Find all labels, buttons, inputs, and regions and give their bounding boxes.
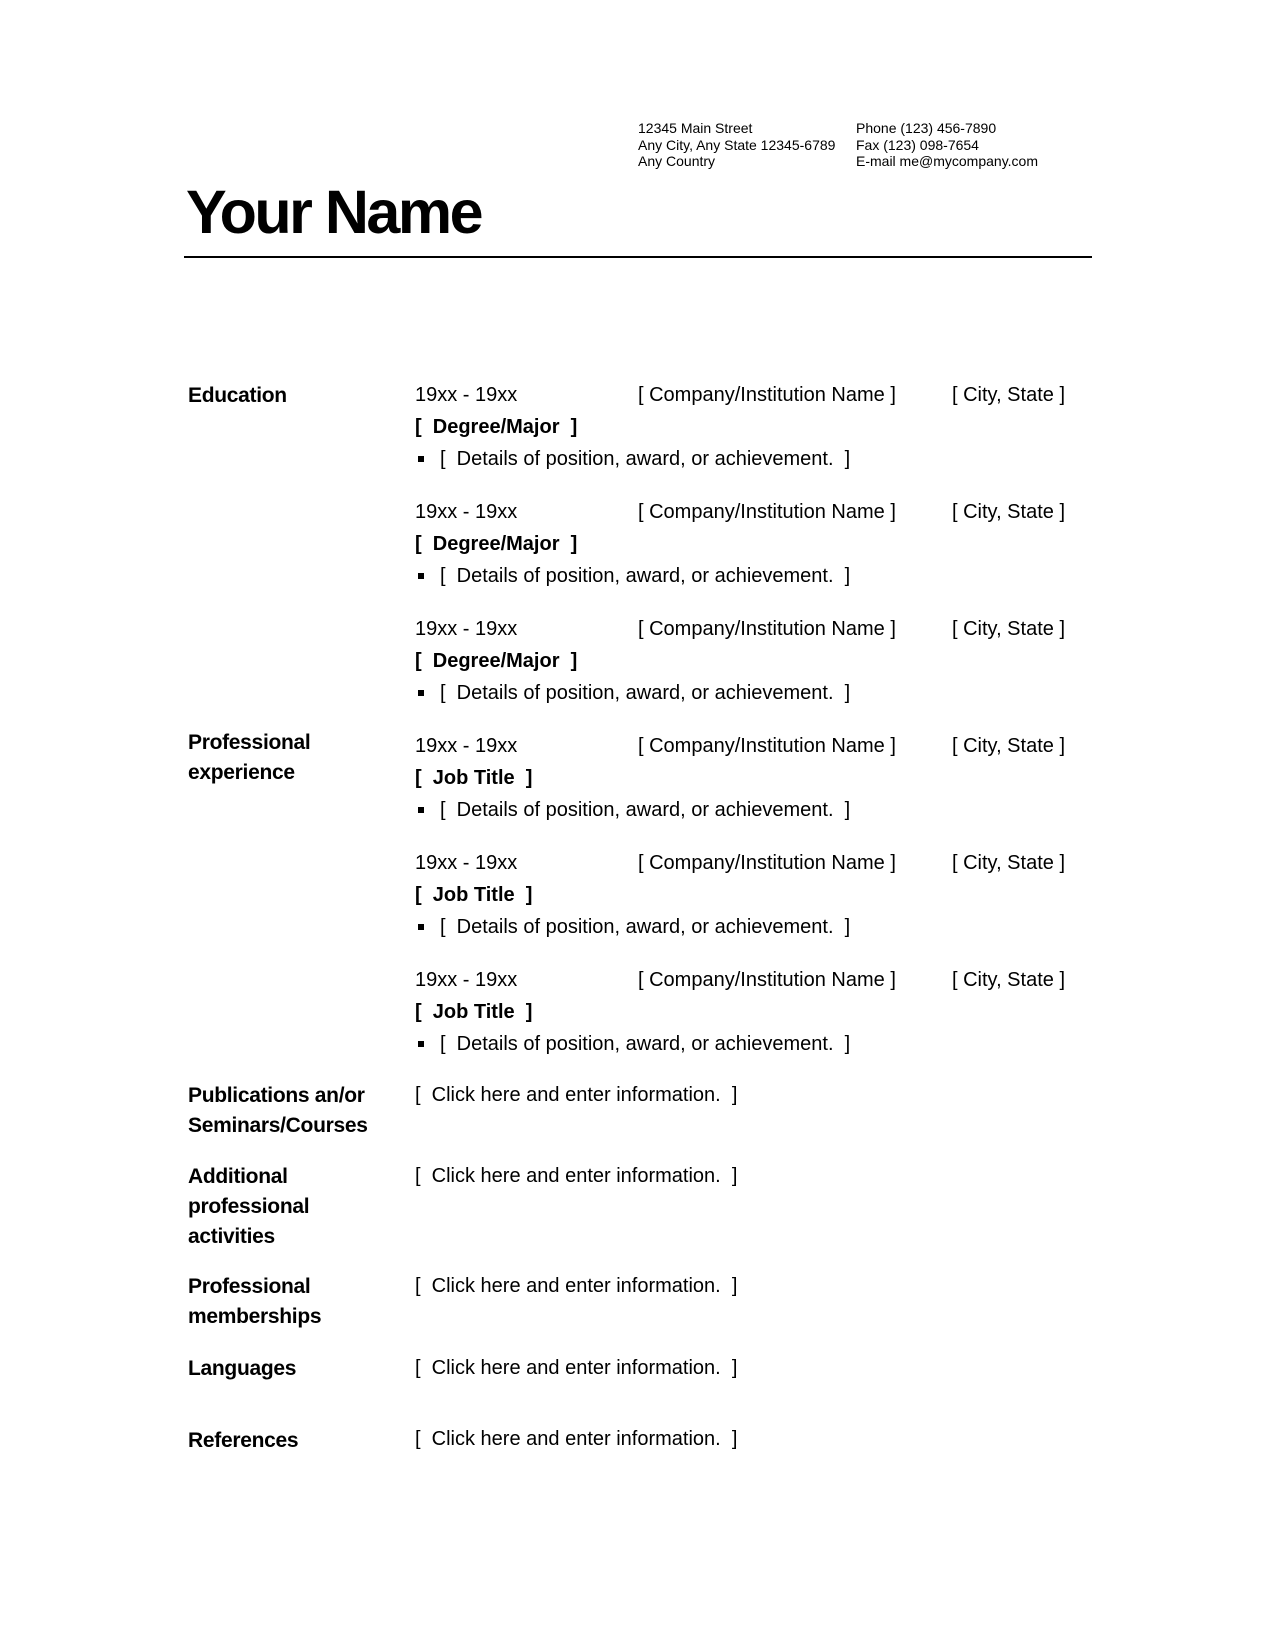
entry-header-row: [415, 730, 1095, 762]
entry-dates[interactable]: 19xx - 19xx: [415, 501, 518, 523]
entry-job-title[interactable]: [ Job Title ]: [415, 767, 533, 789]
section-label-text: Professional: [188, 1275, 311, 1298]
entry-header-row: [415, 613, 1095, 645]
entry-city[interactable]: [ City, State ]: [952, 969, 1065, 991]
entry-detail-item: [415, 1028, 1095, 1060]
bullet-icon: [418, 573, 424, 579]
bullet-icon: [418, 690, 424, 696]
section-label-text: activities: [188, 1225, 275, 1248]
section-label-text: Education: [188, 384, 287, 407]
entry-job-title[interactable]: [ Job Title ]: [415, 1001, 533, 1023]
section-label-experience: [188, 728, 393, 788]
entry-detail-item: [415, 794, 1095, 826]
entry-detail-item: [415, 677, 1095, 709]
memberships-info-field[interactable]: [ Click here and enter information. ]: [415, 1275, 738, 1297]
entry-city[interactable]: [ City, State ]: [952, 735, 1065, 757]
entry-company[interactable]: [ Company/Institution Name ]: [638, 384, 896, 406]
entry-dates[interactable]: 19xx - 19xx: [415, 969, 518, 991]
entry-header-row: [415, 379, 1095, 411]
address-line: Any Country: [638, 153, 716, 169]
email-text: E-mail me@mycompany.com: [856, 153, 1038, 169]
entry-city[interactable]: [ City, State ]: [952, 501, 1065, 523]
entry-company[interactable]: [ Company/Institution Name ]: [638, 501, 896, 523]
entry-dates[interactable]: 19xx - 19xx: [415, 852, 518, 874]
bullet-icon: [418, 807, 424, 813]
entry-detail-item: [415, 911, 1095, 943]
entry-dates[interactable]: 19xx - 19xx: [415, 735, 518, 757]
publications-info-field[interactable]: [ Click here and enter information. ]: [415, 1084, 738, 1106]
fax-text: Fax (123) 098-7654: [856, 136, 979, 153]
section-label-publications: [188, 1081, 393, 1141]
entry-detail-item: [415, 560, 1095, 592]
education-entry: [415, 496, 1095, 592]
section-label-text: memberships: [188, 1305, 322, 1328]
section-label-activities: [188, 1162, 393, 1252]
experience-entry: [415, 847, 1095, 943]
entry-detail-text[interactable]: [ Details of position, award, or achievement. ]: [440, 682, 851, 704]
entry-detail-text[interactable]: [ Details of position, award, or achievement. ]: [440, 565, 851, 587]
entry-city[interactable]: [ City, State ]: [952, 618, 1065, 640]
entry-dates[interactable]: 19xx - 19xx: [415, 384, 518, 406]
section-label-text: experience: [188, 761, 295, 784]
section-label-text: Publications an/or: [188, 1084, 365, 1107]
bullet-icon: [418, 1041, 424, 1047]
section-label-text: professional: [188, 1195, 310, 1218]
section-label-memberships: [188, 1272, 393, 1332]
experience-entry: [415, 730, 1095, 826]
section-label-text: References: [188, 1429, 299, 1452]
entry-degree[interactable]: [ Degree/Major ]: [415, 533, 578, 555]
references-info-field[interactable]: [ Click here and enter information. ]: [415, 1428, 738, 1450]
experience-entry: [415, 964, 1095, 1060]
entry-detail-text[interactable]: [ Details of position, award, or achievement. ]: [440, 916, 851, 938]
section-label-references: [188, 1426, 393, 1456]
bullet-icon: [418, 456, 424, 462]
entry-company[interactable]: [ Company/Institution Name ]: [638, 969, 896, 991]
activities-info-field[interactable]: [ Click here and enter information. ]: [415, 1165, 738, 1187]
entry-degree[interactable]: [ Degree/Major ]: [415, 650, 578, 672]
address-line: Any City, Any State 12345-6789: [638, 136, 836, 153]
entry-degree[interactable]: [ Degree/Major ]: [415, 416, 578, 438]
entry-detail-item: [415, 443, 1095, 475]
section-label-text: Seminars/Courses: [188, 1114, 368, 1137]
section-label-text: Professional: [188, 731, 311, 754]
entry-header-row: [415, 496, 1095, 528]
section-label-text: Languages: [188, 1357, 297, 1380]
section-label-education: [188, 381, 393, 411]
entry-job-title[interactable]: [ Job Title ]: [415, 884, 533, 906]
education-entry: [415, 379, 1095, 475]
entry-company[interactable]: [ Company/Institution Name ]: [638, 852, 896, 874]
entry-dates[interactable]: 19xx - 19xx: [415, 618, 518, 640]
entry-header-row: [415, 847, 1095, 879]
section-label-text: Additional: [188, 1165, 288, 1188]
entry-detail-text[interactable]: [ Details of position, award, or achievement. ]: [440, 799, 851, 821]
education-entry: [415, 613, 1095, 709]
languages-info-field[interactable]: [ Click here and enter information. ]: [415, 1357, 738, 1379]
entry-company[interactable]: [ Company/Institution Name ]: [638, 735, 896, 757]
entry-detail-text[interactable]: [ Details of position, award, or achievement. ]: [440, 1033, 851, 1055]
entry-company[interactable]: [ Company/Institution Name ]: [638, 618, 896, 640]
phone-text: Phone (123) 456-7890: [856, 120, 997, 136]
header-divider: [184, 256, 1092, 258]
resume-name-heading: Your Name: [186, 178, 482, 246]
entry-detail-text[interactable]: [ Details of position, award, or achievement. ]: [440, 448, 851, 470]
contact-info-block: [856, 120, 1038, 170]
bullet-icon: [418, 924, 424, 930]
address-block: [638, 120, 835, 170]
entry-city[interactable]: [ City, State ]: [952, 384, 1065, 406]
entry-city[interactable]: [ City, State ]: [952, 852, 1065, 874]
address-line: 12345 Main Street: [638, 120, 753, 136]
section-label-languages: [188, 1354, 393, 1384]
entry-header-row: [415, 964, 1095, 996]
